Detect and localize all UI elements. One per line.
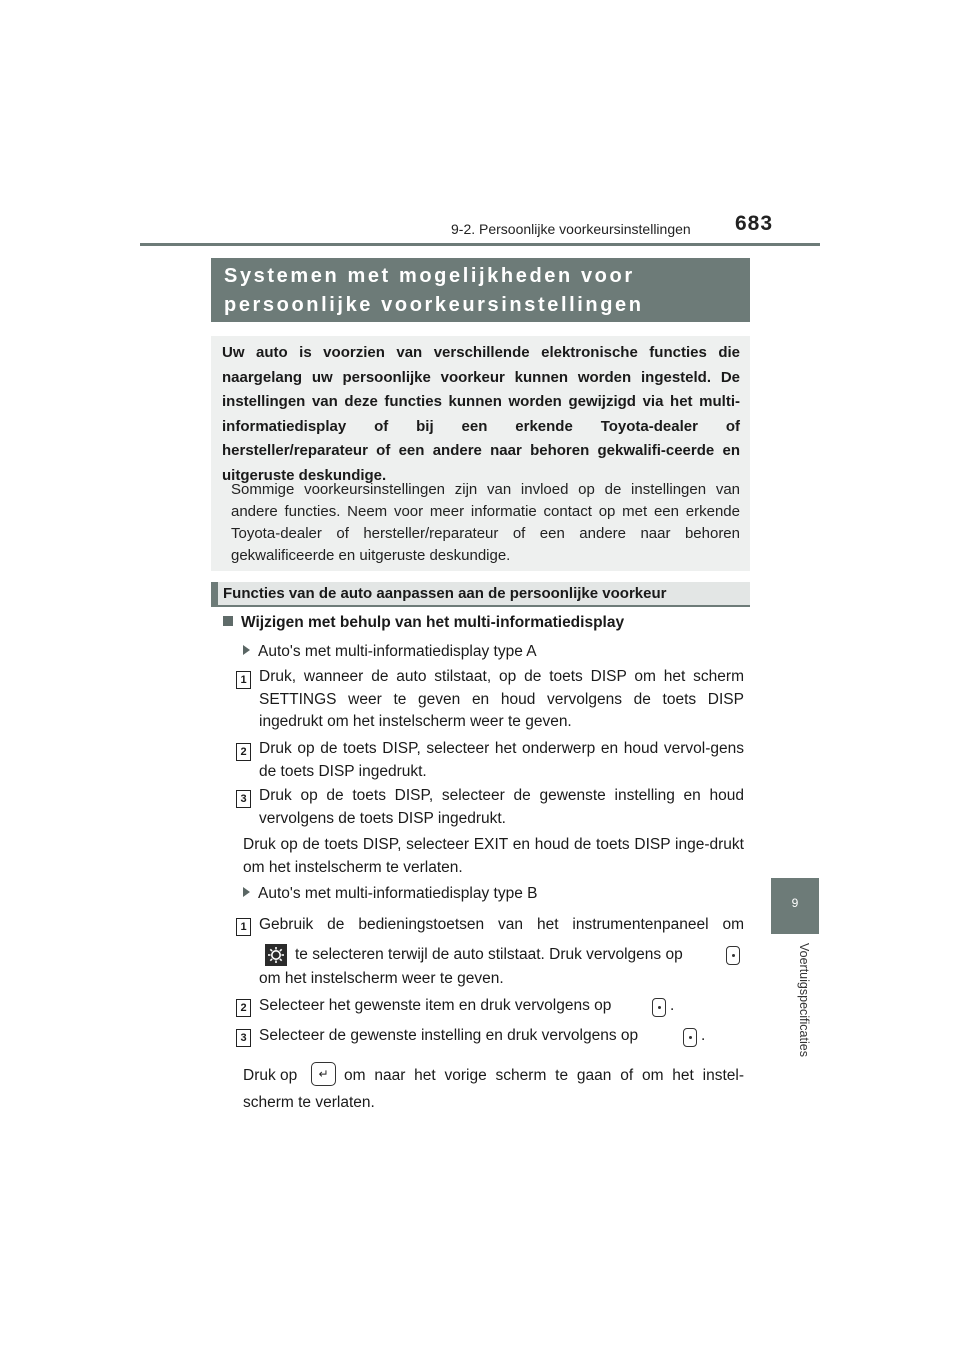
step-text: Selecteer de gewenste instelling en druk vervolgens op: [259, 1027, 639, 1044]
enter-button-icon: [683, 1028, 697, 1047]
step-number: 2: [236, 999, 251, 1017]
step-text: Druk op de toets DISP, selecteer het onderwerp en houd vervol-gens de toets DISP ingedrukt.: [259, 740, 744, 780]
type-b-label: [243, 883, 537, 906]
square-bullet-icon: [223, 616, 233, 626]
triangle-bullet-icon: [243, 645, 250, 655]
step-number: 3: [236, 1029, 251, 1047]
step-text: Druk op de toets DISP, selecteer de gewenste instelling en houd vervolgens de toets DISP ingedrukt.: [259, 787, 744, 827]
type-b-note: om naar het vorige scherm te gaan of om het instel-: [344, 1067, 744, 1084]
step-text: Selecteer het gewenste item en druk vervolgens op: [259, 997, 612, 1014]
chapter-label: Voertuigspecificaties: [797, 943, 811, 1057]
type-a-label-text: Auto's met multi-informatiedisplay type A: [258, 643, 537, 660]
intro-bold-text: Uw auto is voorzien van verschillende elektronische functies die naargelang uw persoonlijke voorkeur kunnen worden ingesteld. De instellingen van deze functies kunnen worden gewijzigd via het multi-informatiedisplay of bij een erkende Toyota-dealer of hersteller/reparateur of een andere naar behoren gekwalifi-ceerde en uitgeruste deskundige.: [222, 344, 740, 484]
section-title: 9-2. Persoonlijke voorkeursinstellingen: [451, 221, 691, 237]
type-b-note: scherm te verlaten.: [243, 1094, 375, 1111]
enter-button-icon: [652, 998, 666, 1017]
step-text: Druk, wanneer de auto stilstaat, op de toets DISP om het scherm SETTINGS weer te geven en houd vervolgens de toets DISP ingedrukt om het instelscherm weer te geven.: [259, 668, 744, 730]
page-title-line-2: persoonlijke voorkeursinstellingen: [224, 294, 644, 316]
section-heading-text: Wijzigen met behulp van het multi-informatiedisplay: [241, 614, 625, 631]
type-b-note: Druk op: [243, 1067, 298, 1084]
type-a-note: Druk op de toets DISP, selecteer EXIT en houd de toets DISP inge-drukt om het instelscherm te verlaten.: [243, 836, 744, 876]
type-b-label-text: Auto's met multi-informatiedisplay type B: [258, 885, 538, 902]
back-button-icon: ↵: [311, 1062, 336, 1086]
enter-button-icon: [726, 946, 740, 965]
step-text-end: .: [701, 1027, 706, 1044]
page-title: [211, 258, 750, 322]
step-text: om het instelscherm weer te geven.: [259, 970, 504, 987]
page-number: 683: [735, 212, 774, 235]
step-number: 1: [236, 918, 251, 936]
chapter-tab: [771, 878, 819, 934]
page-title-line-1: Systemen met mogelijkheden voor: [224, 265, 635, 287]
gear-icon: [265, 944, 287, 966]
chapter-number: 9: [791, 896, 799, 910]
step-number: 2: [236, 743, 251, 761]
subheading: Functies van de auto aanpassen aan de persoonlijke voorkeur: [211, 582, 750, 607]
header-divider: [140, 243, 820, 246]
step-text-end: .: [670, 997, 675, 1014]
triangle-bullet-icon: [243, 887, 250, 897]
step-number: 1: [236, 671, 251, 689]
section-heading: [223, 614, 624, 632]
step-text: te selecteren terwijl de auto stilstaat. Druk vervolgens op: [295, 946, 683, 963]
step-text: Gebruik de bedieningstoetsen van het instrumentenpaneel om: [259, 916, 744, 933]
intro-note-text: Sommige voorkeursinstellingen zijn van invloed op de instellingen van andere functies. Neem voor meer informatie contact op met een erkende Toyota-dealer of hersteller/reparateur of een andere naar behoren gekwalificeerde en uitgeruste deskundige.: [231, 481, 740, 564]
type-a-label: [243, 641, 537, 664]
step-number: 3: [236, 790, 251, 808]
